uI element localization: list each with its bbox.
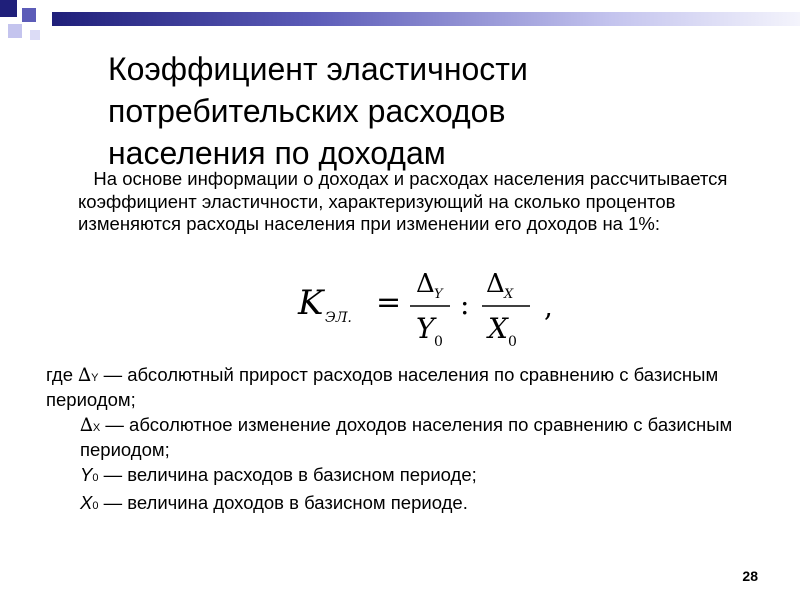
formula-ratio: : [460, 288, 470, 321]
formula-num2-delta: Δ [486, 269, 505, 299]
formula-equals: = [376, 285, 402, 320]
deco-square-dark [0, 0, 17, 17]
deco-square-light [8, 24, 22, 38]
x0-text: — величина доходов в базисном периоде. [103, 492, 468, 513]
intro-text: На основе информации о доходах и расходах населения рассчитывается коэффициент эластичности, характеризующий на сколько процентов изменяются расходы населения при изменении его доходов на 1%: [78, 168, 728, 234]
y0-subscript: 0 [92, 472, 99, 484]
y0-symbol: Y [80, 464, 93, 485]
definitions-list [46, 364, 766, 520]
definition-delta-x [46, 414, 766, 461]
x0-symbol: X [80, 492, 93, 513]
title-line-1: Коэффициент эластичности [108, 51, 528, 87]
formula-den1-sub: 0 [434, 334, 443, 350]
intro-paragraph [78, 168, 768, 236]
definition-delta-y [46, 364, 766, 411]
formula-num2-sub: X [504, 287, 514, 302]
formula-den2-sub: 0 [508, 334, 517, 350]
delta-y-symbol: ∆ [78, 365, 92, 386]
delta-x-text: — абсолютное изменение доходов населения по сравнению с базисным периодом; [80, 414, 733, 460]
slide-title [108, 48, 768, 174]
delta-y-subscript: Y [91, 372, 99, 384]
formula-den2: X [488, 312, 508, 345]
delta-y-text: — абсолютный прирост расходов населения по сравнению с базисным периодом; [46, 364, 719, 410]
title-line-2: потребительских расходов [108, 93, 506, 129]
deco-square-light-2 [30, 30, 40, 40]
formula-den1: Y [416, 312, 435, 345]
definitions-prefix: где [46, 364, 74, 385]
elasticity-formula [290, 262, 590, 350]
formula-num1-sub: Y [434, 287, 443, 302]
formula-num1-delta: Δ [416, 269, 435, 299]
deco-square-mid [22, 8, 36, 22]
y0-text: — величина расходов в базисном периоде; [103, 464, 477, 485]
delta-x-symbol: ∆ [80, 415, 93, 436]
page-number: 28 [742, 568, 758, 584]
formula-comma: , [544, 290, 553, 323]
definition-y0 [46, 464, 766, 489]
formula-k-subscript: ЭЛ. [325, 310, 352, 326]
delta-x-subscript: X [92, 422, 101, 434]
header-gradient-band [52, 12, 800, 26]
title-line-3: населения по доходам [108, 135, 446, 171]
formula-k-symbol: K [298, 283, 324, 323]
definition-x0 [46, 492, 766, 517]
x0-subscript: 0 [92, 500, 99, 512]
